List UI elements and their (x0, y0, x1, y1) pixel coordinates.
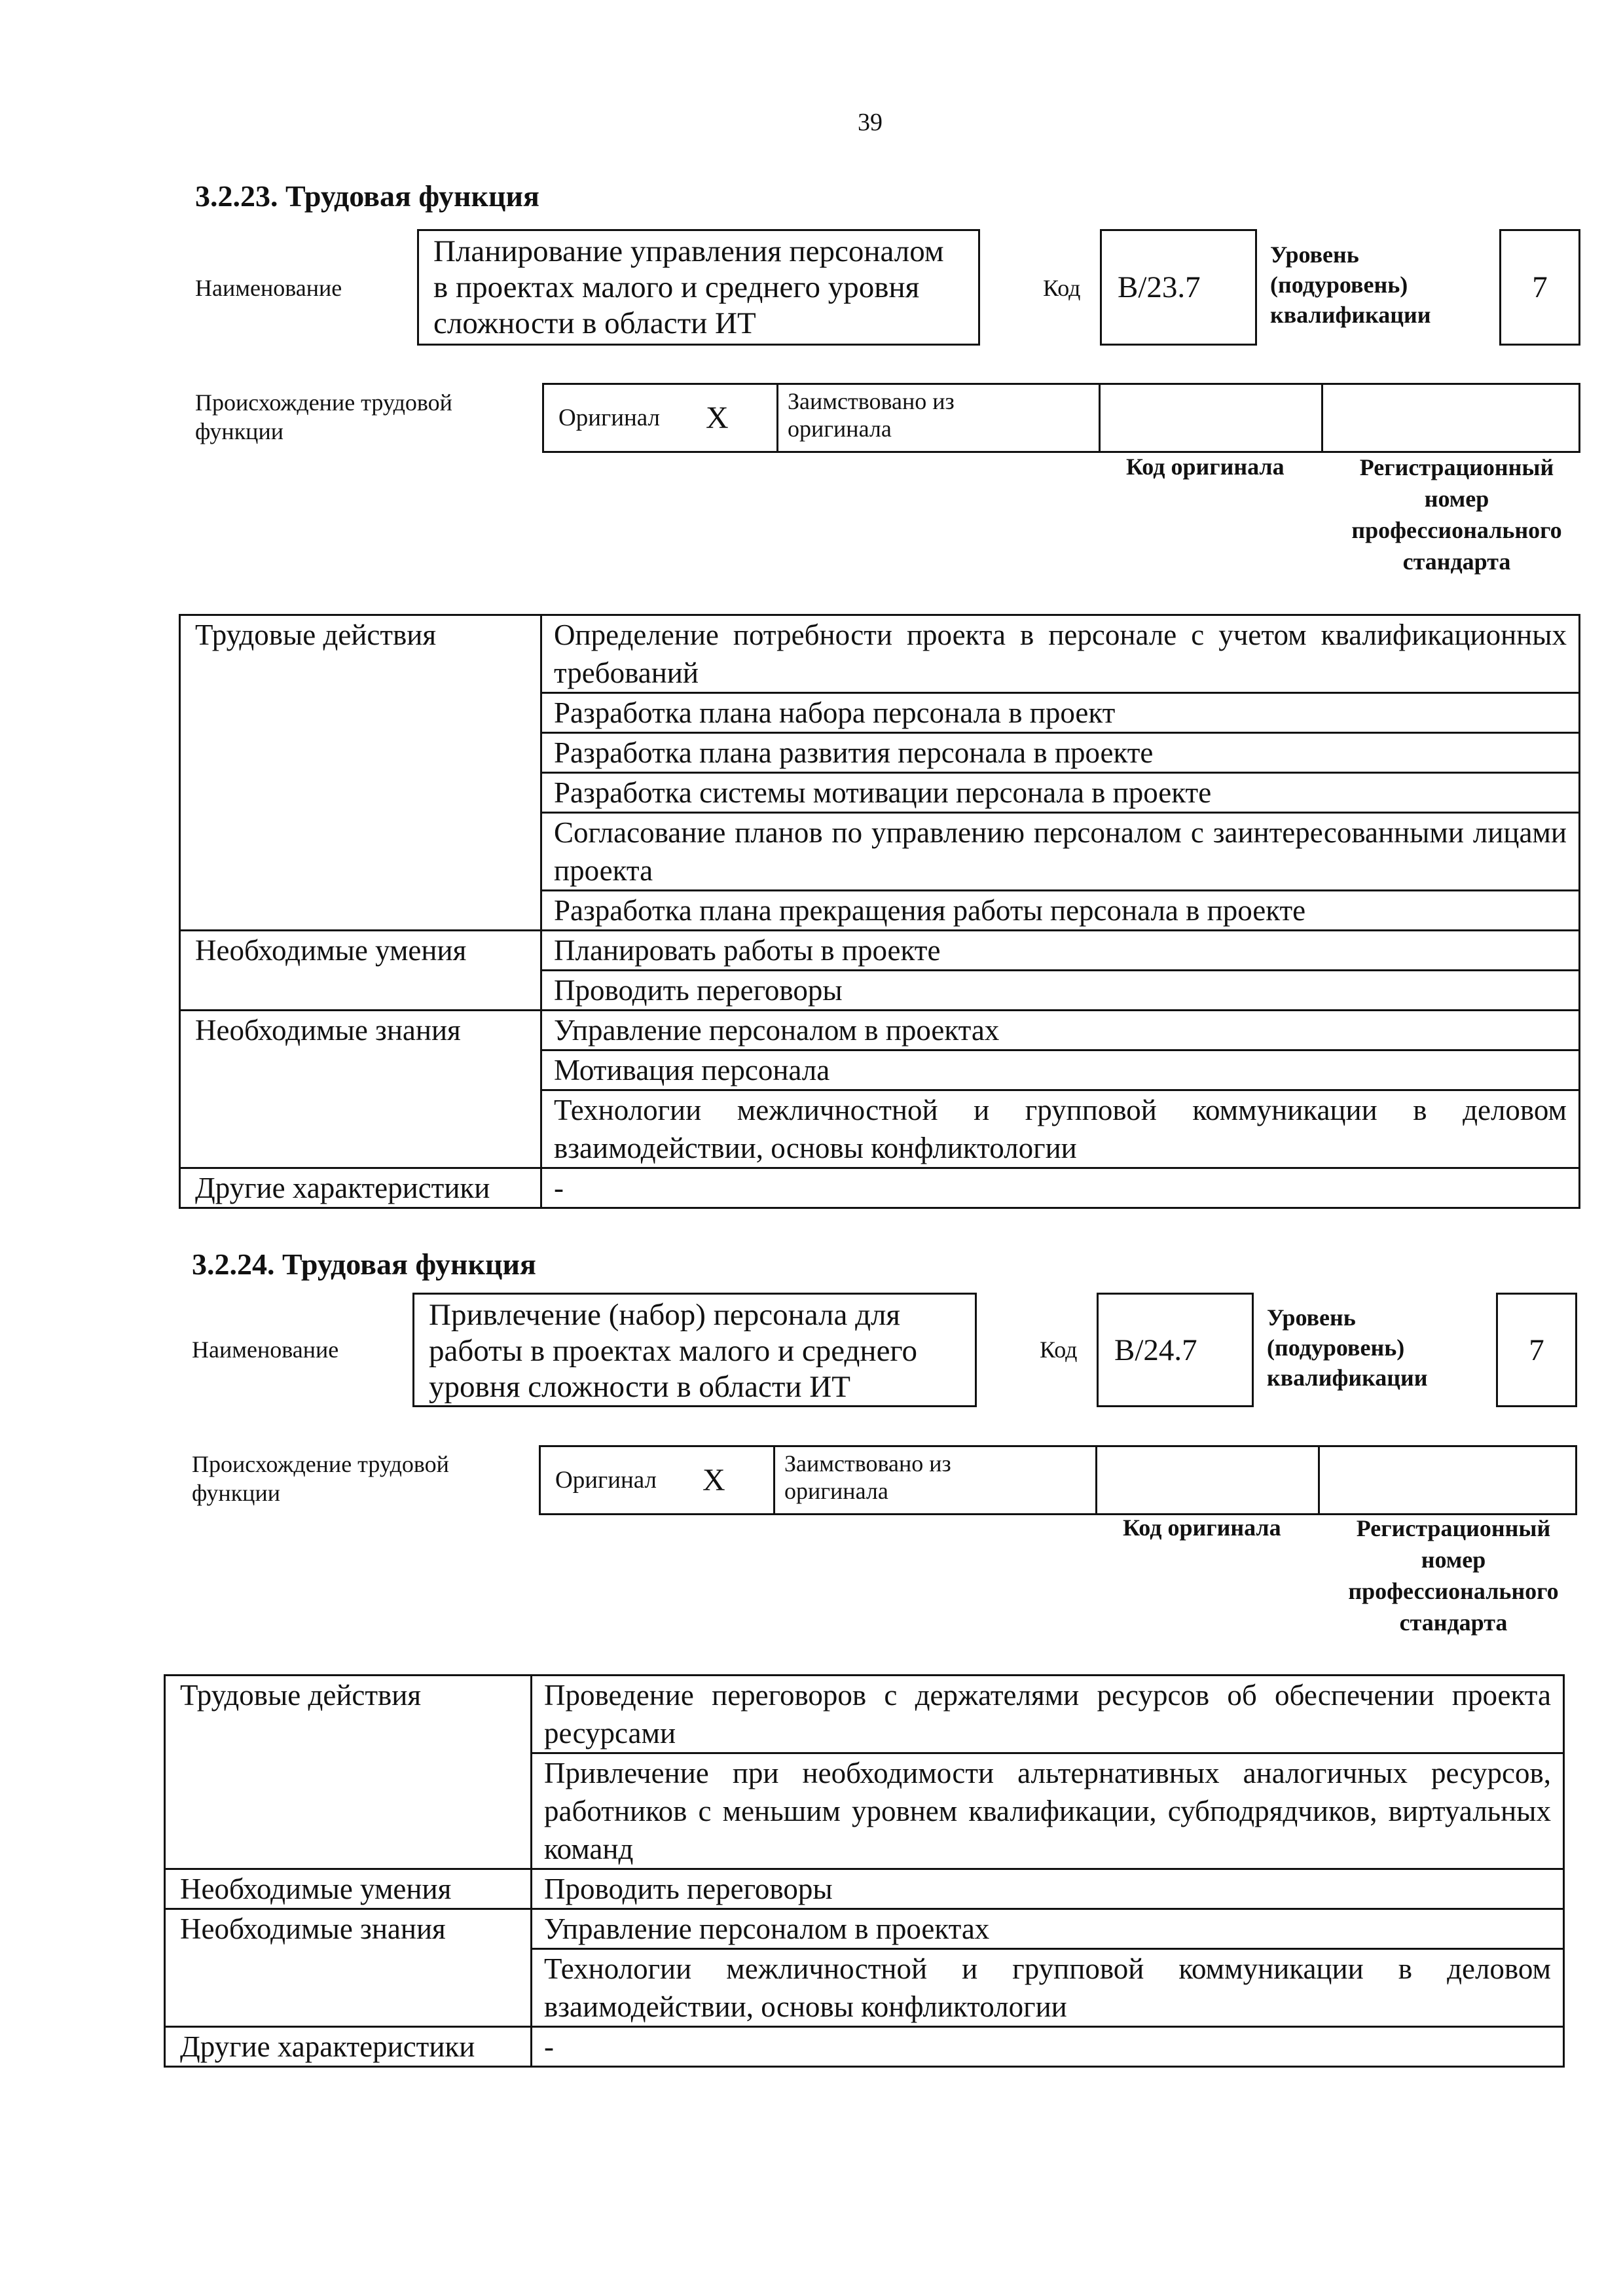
item-cell: Планировать работы в проекте (541, 931, 1580, 971)
qualification-level-label: Уровень (подуровень) квалификации (1267, 1304, 1428, 1391)
function-code-box: B/23.7 (1100, 229, 1257, 346)
original-code-label: Код оригинала (1126, 454, 1285, 480)
table-row (165, 2027, 1564, 2067)
origin-row (542, 383, 1580, 453)
table-row (180, 931, 1580, 971)
function-table (164, 1674, 1565, 2068)
function-table (179, 614, 1580, 1209)
original-label: Оригинал (558, 404, 661, 431)
item-cell: Управление персоналом в проектах (541, 1011, 1580, 1050)
original-mark: X (702, 1463, 725, 1498)
borrowed-cell: Заимствовано из оригинала (775, 1447, 1097, 1513)
original-mark: X (706, 401, 729, 435)
function-name-box (412, 1293, 977, 1407)
name-label: Наименование (192, 1336, 339, 1363)
item-cell: Проводить переговоры (541, 971, 1580, 1011)
reg-number-label: Регистрационный номер профессионального стандарта (1351, 454, 1562, 575)
item-cell: Проводить переговоры (532, 1869, 1564, 1909)
category-cell: Трудовые действия (180, 615, 541, 931)
item-cell: Согласование планов по управлению персоналом с заинтересованными лицами проекта (541, 813, 1580, 891)
original-code-cell (1101, 385, 1323, 451)
category-cell: Необходимые знания (180, 1011, 541, 1168)
item-cell: Разработка плана развития персонала в проекте (541, 733, 1580, 773)
table-row (165, 1909, 1564, 1949)
borrowed-cell: Заимствовано из оригинала (778, 385, 1101, 451)
category-cell: Необходимые знания (165, 1909, 532, 2027)
original-cell (541, 1447, 775, 1513)
item-cell: Привлечение при необходимости альтернативных аналогичных ресурсов, работников с меньшим уровнем квалификации, субподрядчиков, виртуальных команд (532, 1753, 1564, 1869)
category-cell: Необходимые умения (180, 931, 541, 1011)
page-number: 39 (858, 109, 883, 136)
section-title: 3.2.24. Трудовая функция (192, 1247, 536, 1281)
original-code-label: Код оригинала (1123, 1515, 1281, 1541)
category-cell: Другие характеристики (180, 1168, 541, 1208)
function-name-line: уровня сложности в области ИТ (429, 1370, 850, 1404)
reg-number-cell (1323, 385, 1578, 451)
item-cell: Определение потребности проекта в персонале с учетом квалификационных требований (541, 615, 1580, 693)
item-cell: Разработка системы мотивации персонала в проекте (541, 773, 1580, 813)
code-label: Код (1043, 275, 1081, 301)
table-row (180, 1168, 1580, 1208)
category-cell: Трудовые действия (165, 1676, 532, 1869)
function-name-line: в проектах малого и среднего уровня (433, 270, 920, 304)
section-title: 3.2.23. Трудовая функция (195, 179, 539, 213)
category-cell: Необходимые умения (165, 1869, 532, 1909)
item-cell: Проведение переговоров с держателями ресурсов об обеспечении проекта ресурсами (532, 1676, 1564, 1753)
item-cell: Мотивация персонала (541, 1050, 1580, 1090)
function-code-box: B/24.7 (1097, 1293, 1254, 1407)
table-row (180, 615, 1580, 693)
original-cell (544, 385, 778, 451)
table-row (165, 1869, 1564, 1909)
name-label: Наименование (195, 275, 342, 301)
item-cell: - (541, 1168, 1580, 1208)
original-label: Оригинал (555, 1467, 657, 1494)
qualification-level-box: 7 (1496, 1293, 1577, 1407)
reg-number-label: Регистрационный номер профессионального стандарта (1348, 1515, 1559, 1636)
origin-label: Происхождение трудовой функции (192, 1451, 449, 1506)
function-name-line: сложности в области ИТ (433, 306, 756, 340)
original-code-cell (1097, 1447, 1320, 1513)
code-label: Код (1040, 1336, 1078, 1363)
origin-label: Происхождение трудовой функции (195, 389, 452, 444)
qualification-level-box: 7 (1499, 229, 1580, 346)
function-name-line: Привлечение (набор) персонала для (429, 1298, 901, 1332)
reg-number-cell (1320, 1447, 1575, 1513)
origin-row (539, 1445, 1577, 1515)
table-row (180, 1011, 1580, 1050)
item-cell: Разработка плана набора персонала в проект (541, 693, 1580, 733)
table-row (165, 1676, 1564, 1753)
function-name-box (417, 229, 980, 346)
item-cell: Технологии межличностной и групповой коммуникации в деловом взаимодействии, основы конфликтологии (541, 1090, 1580, 1168)
item-cell: Разработка плана прекращения работы персонала в проекте (541, 891, 1580, 931)
item-cell: Технологии межличностной и групповой коммуникации в деловом взаимодействии, основы конфликтологии (532, 1949, 1564, 2027)
category-cell: Другие характеристики (165, 2027, 532, 2067)
item-cell: Управление персоналом в проектах (532, 1909, 1564, 1949)
function-name-line: Планирование управления персоналом (433, 234, 944, 268)
function-name-line: работы в проектах малого и среднего (429, 1334, 918, 1368)
qualification-level-label: Уровень (подуровень) квалификации (1270, 242, 1431, 328)
item-cell: - (532, 2027, 1564, 2067)
